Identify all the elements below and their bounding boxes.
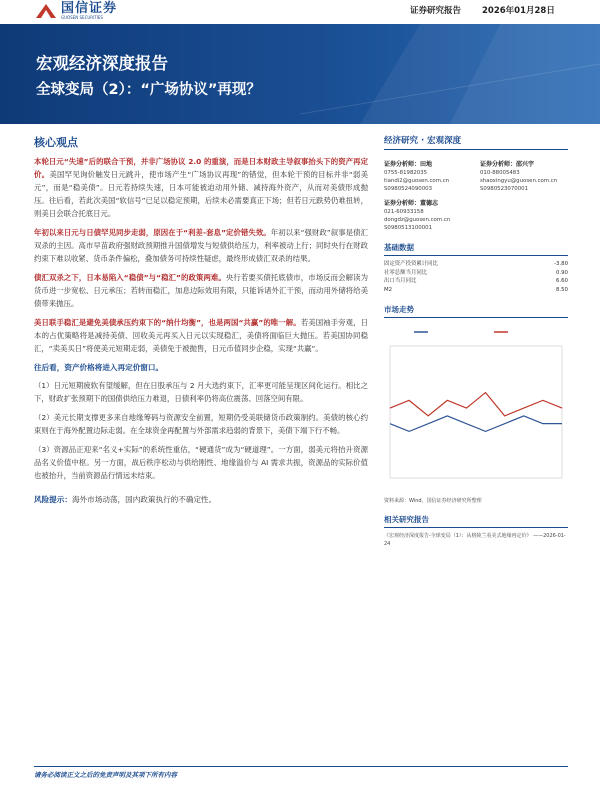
outlook-item-1: （1）日元短期疲软有望缓解，但在日股承压与 2 月大选约束下，汇率更可能呈现区间化运行。相比之下，财政扩张预期下的国债供给压力难退，日债利率仍将高位震荡、回落空间有限。 (34, 381, 368, 403)
banner-decoration (300, 24, 600, 124)
related-reports-title: 相关研究报告 (384, 514, 568, 528)
chart-series-line-2 (390, 393, 562, 416)
chart-series-line-1 (390, 416, 562, 432)
paragraph-4: 美日联手稳汇是避免美债承压约束下的“纳什均衡”，也是两国“共赢”的唯一解。若美国袖手旁观，日本的占优策略将是减持美债、回收美元再买入日元以实现稳汇，美债将面临巨大抛压。若美国协同稳汇，“卖美买日”将使美元短期走弱，美债免于被抛售，日元币值同步企稳，实现“共赢”。 (34, 318, 368, 353)
basic-data-row: 社零总额当月同比 0.90 (384, 269, 568, 276)
main-column (34, 134, 368, 505)
paragraph-2: 年初以来日元与日债罕见同步走弱，原因在于“利差-套息”定价错失效。年初以来“强财政”叙事是债汇双杀的主因。高市早苗政府强财政预期推升国债增发与短债供给压力，利率被动上行；同时央行在财政约束下难以收紧、货币条件偏松，叠加债务可持续性疑虑，最终形成债汇双杀的结果。 (34, 228, 368, 263)
risk-note (34, 494, 368, 505)
logo (36, 0, 117, 22)
sidebar (384, 134, 568, 548)
market-trend-title: 市场走势 (384, 304, 568, 318)
basic-data-row: 出口当月同比 6.60 (384, 278, 568, 284)
analyst-card: 证券分析师：田地 0755-81982035 tiandi2@guosen.com.cn S0980524090003 (384, 161, 450, 192)
analyst-card: 证券分析师：董德志 021-60933158 dongdz@guosen.com.cn S0980513100001 (384, 200, 451, 231)
trend-chart-svg (384, 322, 568, 494)
basic-data-row: M2 8.50 (384, 286, 568, 293)
paragraph-1: 本轮日元“失速”后的联合干预，并非广场协议 2.0 的重演，而是日本财政主导叙事抬头下的资产再定价。美国罕见询价触发日元跳升，使市场产生“广场协议再现”的错觉，但本轮干预的目标并非“弱美元”，而是“稳美债”。日元若持续失速，日本可能被迫动用外储、减持海外资产，从而对美债形成抛压。往后看，若此次美国“软信号”已足以稳定预期，后续未必需要真正下场；但若日元跌势仍难扭转，则美日会联合托底日元。 (34, 157, 368, 218)
chart-plot-area (390, 346, 562, 478)
risk-label: 风险提示： (34, 495, 72, 504)
logo-subname: GUOSEN SECURITIES (61, 15, 103, 20)
title-banner (0, 24, 600, 124)
report-category: 经济研究 · 宏观深度 (384, 134, 568, 150)
basic-data-table (384, 260, 568, 294)
report-type: 证券研究报告 (410, 6, 462, 16)
outlook-item-2: （2）美元长期支撑更多来自地缘筹码与资源安全前置，短期仍受美联储货币政策制约。美债的核心约束则在于海外配置边际走弱。在全球资金再配置与外部需求趋弱的背景下，美债下端下行不畅。 (34, 413, 368, 435)
report-subtitle: 全球变局（2）：“广场协议”再现？ (36, 82, 261, 98)
report-date: 2026年01月28日 (482, 6, 555, 16)
section-title: 核心观点 (34, 136, 78, 149)
basic-data-title: 基础数据 (384, 242, 568, 256)
outlook-title: 往后看，资产价格将进入再定价窗口。 (34, 363, 164, 372)
risk-text: 海外市场动荡，国内政策执行的不确定性。 (71, 495, 217, 504)
guosen-logo-icon (36, 4, 56, 18)
analyst-list (384, 160, 568, 232)
footer-divider (34, 766, 568, 767)
market-trend-chart (384, 322, 568, 494)
logo-name: 国信证券 (61, 1, 118, 16)
analyst-card: 证券分析师：邵兴宇 010-88005483 shaoxingyu@guosen.com.cn S0980523070001 (480, 161, 558, 192)
chart-source: 资料来源：Wind、国信证券经济研究所整理 (384, 498, 482, 504)
paragraph-3: 债汇双杀之下，日本易陷入“稳债”与“稳汇”的政策两难。央行若要买债托底债市，市场反而会解读为货币进一步宽松、日元承压；若转而稳汇，加息边际效用有限，只能诉诸外汇干预，而动用外储将给美债带来抛压。 (34, 273, 368, 308)
outlook-item-3: （3）资源品正迎来“名义+实际”的系统性重估，“硬通货”成为“硬道理”。一方面，弱美元将抬升资源品名义价值中枢。另一方面，战后秩序松动与供给刚性、地缘溢价与 AI 需求共振，资源品的实际价值也被抬升，当前资源品行情远未结束。 (34, 445, 368, 480)
basic-data-row: 固定资产投资累计同比 -3.80 (384, 261, 568, 267)
related-report-item[interactable]: 《宏观经济深度报告-全球变局（1）：从格陵兰看美式地缘再定价》 ——2026-01-24 (384, 533, 566, 547)
report-title: 宏观经济深度报告 (36, 54, 168, 73)
footer-disclaimer: 请务必阅读正文之后的免责声明及其项下所有内容 (34, 771, 177, 779)
